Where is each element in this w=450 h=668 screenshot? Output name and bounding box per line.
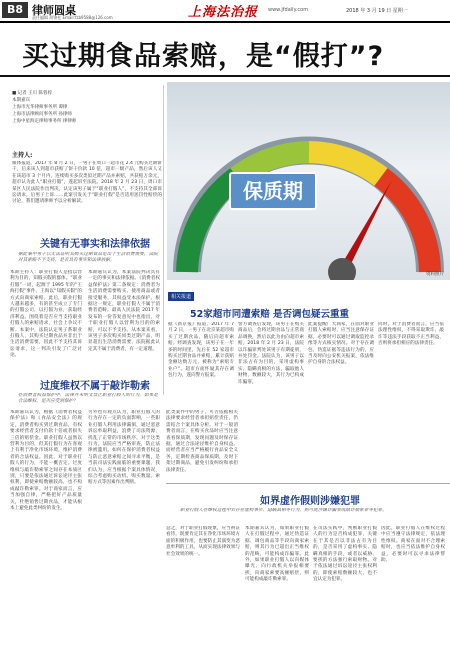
- section3-col4: 总之，对于职业打假现象，应当辩证看待，既要肯定其在净化市场环境方面的积极作用，也要防止其演变为恶意牟利的工具，从而实现法律效果与社会效果的统一。: [166, 526, 240, 557]
- section3-col1: 本期嘉宾认为，如果职业打假人在打假过程中，通过伪造证据、调包商品等手段向商家索赔，则其行为已超出正当维权的范畴，可能构成诈骗罪。此外，如果职业打假人以向媒体曝光、向行政机关举报相要挟，向商家索要高额赔偿，则可能构成敲诈勒索罪。: [245, 526, 309, 583]
- related-col2: 警方调查后发现，该男子在购买商品后，会将过期食品与正常商品调换，然后以此为由向超市索赔。2018 年 2 月 23 日，法院以诈骗罪判处该男子有期徒刑，并处罚金。法院认为，该男子以非法占有为目的，采用虚构事实、隐瞒真相的方法，骗取他人财物，数额较大，其行为已构成诈骗罪。: [238, 322, 304, 385]
- host-intro: [12, 150, 162, 231]
- section3-rule: [166, 483, 450, 484]
- byline-line: 上海中星海定律师事务所 律律师: [12, 119, 77, 124]
- section-name: 律师圆桌: [32, 4, 76, 17]
- related-col1: 据《新京报》报道，2017 年 7 月 2 日，一男子在北京某超市购买了过期食品，随后向超市索赔。经调查发现，该男子在一年多的时间里，先后在 52 家超市购买过期食品并索赔，累计获赔金额达数万元，被称为“索赔专业户”。超市方面怀疑其存在调包行为，遂向警方报案。: [168, 322, 234, 379]
- paper-url: www.jfdaily.com: [268, 7, 309, 13]
- editor-line: 责任编辑 胡锦松 Email:fzb9588@126.com: [32, 15, 113, 20]
- byline-line: ■ 记者 王川 陈蓉梓: [12, 91, 53, 96]
- expiry-label-box: 保质期: [229, 172, 317, 210]
- byline-line: 上海市法律顾问事务所 孙律师: [12, 112, 72, 117]
- section2-col2: 另外也有观点认为，职业打假人的行为存在一定的负面影响，一些职业打假人利用法律漏洞，通过恶意诉讼牟取利益，浪费了司法资源，扰乱了正常的市场秩序。对于这类行为，法院应当严格审查，防止法律被滥用。如何在保护消费者权益与防止恶意索赔之间寻求平衡，是当前司法实践面临的重要课题。我们认为，应当根据个案具体情况，综合考虑购买动机、购买数量、索赔方式等因素作出判断。: [88, 410, 160, 486]
- page-headline: 买过期食品索赔，是“假打”?: [22, 41, 385, 72]
- page-number-badge: B8: [2, 2, 28, 18]
- photo-credit: 资料照片: [426, 272, 444, 277]
- section-heading-2: 过度维权不属于敲诈勒索: [40, 381, 150, 392]
- section1-col2: 本期嘉宾认为，本案法院判决具有一定的事实和法律依据。《消费者权益保护法》第二条规定：消费者为生活消费需要购买、使用商品或者接受服务，其权益受本法保护。根据这一规定，职业打假人不属于消费者范畴。最高人民法院 2017 年发布的一份答复意见中也指出，对于职业打假人以营利为目的的索赔，可以不予支持。从本案来看，该男子多次购买同类过期产品，明显超出生活消费需要，法院据此认定其不属于消费者，有一定道理。: [88, 270, 160, 352]
- paper-name: 上海法治报: [188, 5, 259, 20]
- related-title: 52家超市同遭索赔 是否调包疑云重重: [190, 309, 350, 320]
- byline-line: 本期嘉宾: [12, 98, 30, 103]
- section2-col3: 此类案件中的男子，可否依据相关法律要求经营者承担赔偿责任，仍需结合个案具体分析。对于一般消费者而言，在购买食品时应当注意查看保质期，发现问题及时保存证据，通过合法途径维护自身权益。而经营者应当严格履行食品安全义务，定期检查商品保质期，及时下架过期商品，避免引发纠纷和承担法律责任。: [166, 410, 238, 473]
- issue-date: 2018 年 3 月 19 日 星期一: [346, 8, 408, 14]
- section-summary-1: 据此案中男子以无法证明其购买过期食品是出于生活消费需要，法院对其索赔不予支持，是否具有事实和法律依据。: [18, 252, 158, 264]
- photo-expiry-gauge: [167, 82, 450, 280]
- masthead: [0, 0, 450, 22]
- related-tag: 相关报道: [168, 292, 194, 301]
- related-col3: 此案提醒广大商家，在面对职业打假人索赔时，应当注意保存证据，必要时可以通过调取监控录像等方式核实情况。对于存在调包、伪造证据等违法行为的，应当及时向公安机关报案，依法维护自身的合法权益。: [308, 322, 374, 366]
- masthead-rule: [0, 21, 450, 23]
- byline-block: [12, 90, 152, 125]
- section-summary-3: 职业打假人在维权过程中若存在虚构事实、隐瞒真相等行为，则可能涉嫌诈骗罪或敲诈勒索罪等犯罪。: [180, 508, 387, 513]
- byline-line: 上海市光华律师事务所 谭律: [12, 105, 68, 110]
- section-summary-2: 在消费者权益保护中，法律并未明文禁止职业打假人的行为，如果是合法维权，是否应受到保护？: [18, 393, 158, 405]
- section2-col1: 本期嘉宾认为，根据《消费者权益保护法》和《食品安全法》的规定，消费者购买到过期食品，有权要求经营者支付价款十倍或者损失三倍的赔偿金。职业打假人虽然以营利为目的，但其打假行为在客观上有利于净化市场环境，维护消费者的合法权益。因此，对于职业打假人的行为，不能一概否定。过度维权与敲诈勒索罪之间存在本质区别，只要是依法通过诉讼途径主张权利，即使索赔数额较高，也不构成敲诈勒索罪。对于商家而言，应当加强自律，严格把好产品质量关，杜绝销售过期食品，才能从根本上避免此类纠纷的发生。: [10, 410, 82, 512]
- section-heading-1: 关键有无事实和法律依据: [40, 239, 150, 250]
- related-col4: 同时，对于消费者而言，应当依法理性维权，不得采取欺诈、敲诈等违法手段获取不正当利益，否则将承担相应的法律责任。: [378, 322, 444, 347]
- section3-col3: 因此，职业打假人在维权过程中应当遵守法律规定，依法理性维权。商家在面对不合理索赔时，也应当依法维护自身权益，必要时可以寻求法律帮助。: [381, 526, 445, 564]
- host-intro-text: 媒体报道，2017 年 8 月 2 日，一男子在周口一超市花 2.4 元购买过期饼干，后来该人到超市获赔了饼干价款 10 倍，超市一级产品，然后该人又在该超市 3 个月内，连续购买多次类似过期产品并索赔，共获赔万余元，超市认为此人“职业打假”，遂起诉至法院。2018 年 2 月 23 日，周口市某区人民法院作出判决，认定该男子属于“职业打假人”，不支持其全部诉讼请求，后男子上诉……此案引发关于“职业打假”是否适用惩罚性赔偿的讨论，我们邀请律师予以分析解读。: [12, 161, 162, 205]
- headline-underline: [0, 75, 450, 77]
- host-label: 主持人:: [12, 152, 33, 159]
- section-heading-3: 如界虚作假则涉嫌犯罪: [260, 496, 360, 507]
- column-divider: [163, 85, 164, 395]
- section1-col1: 本期主持人：职业打假人是指以营利为目的，知假买假的群体。“职业打假”一词，起源于 1995 年的“王海打假”事件，王海以“知假买假”的方式向商家索赔。此后，职业打假人越来越多，有的甚至成立了专门的打假公司，以打假为业，获取经济利益。围绕着是否应当支持职业打假人的索赔请求，社会上争议不断。本案中，法院认定男子系职业打假人，其购买过期食品并非出于生活消费需要，因此不予支持其诉讼请求，这一判决引发了广泛讨论。: [10, 270, 82, 359]
- section3-col2: 在司法实践中，判断职业打假人的行为是否构成犯罪，关键在于其是否以非法占有为目的，是否采用了虚构事实、隐瞒真相的手段，或者以威胁、要挟的方法强行索取财物。对于依法通过诉讼途径主张权利的，即使索赔数额较大，也不宜认定为犯罪。: [313, 526, 377, 583]
